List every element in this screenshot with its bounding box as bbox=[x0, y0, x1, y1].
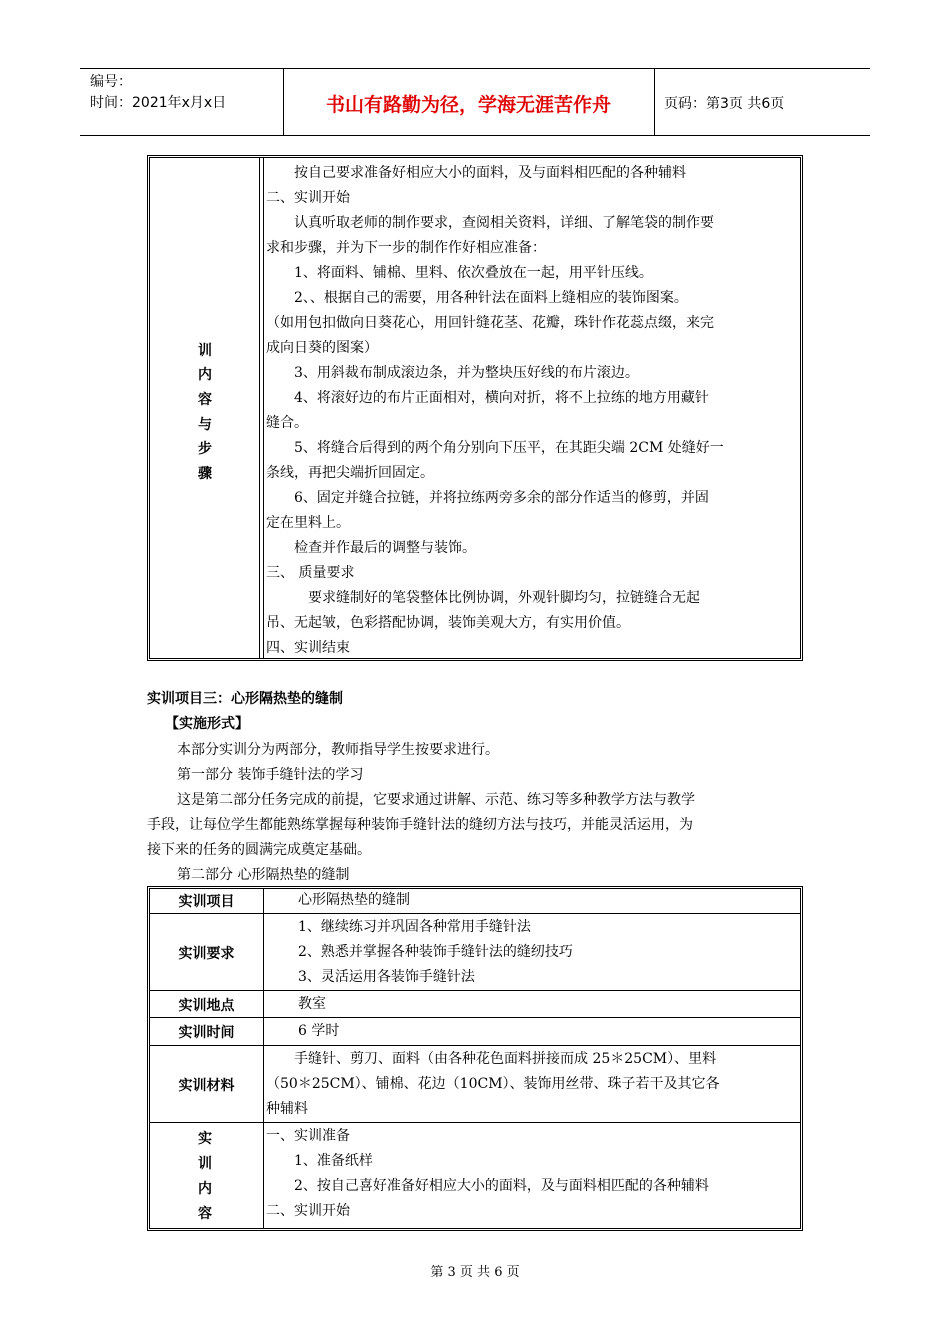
steps-line: 按自己要求准备好相应大小的面料，及与面料相匹配的各种辅料 bbox=[266, 165, 686, 181]
steps-line: 5、将缝合后得到的两个角分别向下压平，在其距尖端 2CM 处缝好一 bbox=[266, 440, 724, 456]
time-value: 6 学时 bbox=[298, 1023, 340, 1039]
steps-line: 定在里料上。 bbox=[266, 515, 350, 531]
time-label: 实训时间 bbox=[178, 1025, 235, 1041]
side-char: 内 bbox=[198, 367, 212, 383]
steps-table-divider bbox=[263, 158, 264, 658]
section-title: 实训项目三：心形隔热垫的缝制 bbox=[147, 691, 343, 707]
requirement-label: 实训要求 bbox=[178, 946, 235, 962]
section-paragraph: 接下来的任务的圆满完成奠定基础。 bbox=[147, 842, 371, 858]
side-char: 骤 bbox=[198, 466, 212, 482]
steps-line: 2、、根据自己的需要，用各种针法在面料上缝相应的装饰图案。 bbox=[266, 290, 688, 306]
row-divider bbox=[150, 913, 800, 914]
side-char: 容 bbox=[198, 392, 212, 408]
row-divider bbox=[150, 1122, 800, 1123]
steps-line: 4、将滚好边的布片正面相对，横向对折，将不上拉练的地方用藏针 bbox=[266, 390, 709, 406]
project-label: 实训项目 bbox=[178, 894, 235, 910]
steps-line: 认真听取老师的制作要求，查阅相关资料，详细、了解笔袋的制作要 bbox=[266, 215, 714, 231]
steps-line: 6、固定并缝合拉链，并将拉练两旁多余的部分作适当的修剪，并固 bbox=[266, 490, 709, 506]
material-value: 种辅料 bbox=[266, 1101, 308, 1117]
section-paragraph: 第一部分 装饰手缝针法的学习 bbox=[177, 767, 364, 783]
content-line: 1、准备纸样 bbox=[266, 1153, 373, 1169]
steps-line: 四、实训结束 bbox=[266, 640, 350, 656]
section-paragraph: 手段，让每位学生都能熟练掌握每种装饰手缝针法的缝纫方法与技巧，并能灵活运用，为 bbox=[147, 817, 693, 833]
steps-table-divider bbox=[259, 158, 260, 658]
form-heading: 【实施形式】 bbox=[165, 716, 249, 732]
requirement-value: 3、灵活运用各装饰手缝针法 bbox=[298, 969, 475, 985]
content-char: 容 bbox=[198, 1206, 212, 1222]
material-label: 实训材料 bbox=[178, 1078, 235, 1094]
header-top-rule bbox=[80, 68, 870, 69]
steps-line: 要求缝制好的笔袋整体比例协调，外观针脚均匀，拉链缝合无起 bbox=[266, 590, 700, 606]
steps-line: 吊、无起皱，色彩搭配协调，装饰美观大方，有实用价值。 bbox=[266, 615, 630, 631]
content-line: 2、按自己喜好准备好相应大小的面料，及与面料相匹配的各种辅料 bbox=[266, 1178, 709, 1194]
steps-line: 求和步骤，并为下一步的制作作好相应准备： bbox=[266, 240, 546, 256]
content-line: 一、实训准备 bbox=[266, 1128, 350, 1144]
content-line: 二、实训开始 bbox=[266, 1203, 350, 1219]
header-page-label: 页码：第3页 共6页 bbox=[664, 96, 785, 112]
steps-line: （如用包扣做向日葵花心，用回针缝花茎、花瓣，珠针作花蕊点缀，来完 bbox=[266, 315, 714, 331]
place-value: 教室 bbox=[298, 996, 326, 1012]
content-char: 内 bbox=[198, 1181, 212, 1197]
side-char: 训 bbox=[198, 343, 212, 359]
section-paragraph: 本部分实训分为两部分，教师指导学生按要求进行。 bbox=[177, 742, 499, 758]
material-value: （50＊25CM）、铺棉、花边（10CM）、装饰用丝带、珠子若干及其它各 bbox=[266, 1076, 720, 1092]
header-bottom-rule bbox=[80, 135, 870, 136]
steps-line: 检查并作最后的调整与装饰。 bbox=[266, 540, 476, 556]
requirement-value: 2、熟悉并掌握各种装饰手缝针法的缝纫技巧 bbox=[298, 944, 573, 960]
page-footer: 第 3 页 共 6 页 bbox=[430, 1265, 520, 1280]
row-divider bbox=[150, 1045, 800, 1046]
time-label: 时间：2021年x月x日 bbox=[90, 95, 227, 111]
steps-line: 成向日葵的图案） bbox=[266, 340, 378, 356]
steps-line: 3、用斜裁布制成滚边条，并为整块压好线的布片滚边。 bbox=[266, 365, 639, 381]
steps-line: 三、 质量要求 bbox=[266, 565, 355, 581]
steps-line: 1、将面料、铺棉、里料、依次叠放在一起，用平针压线。 bbox=[266, 265, 653, 281]
side-char: 与 bbox=[198, 417, 212, 433]
training-table-divider bbox=[263, 889, 264, 1228]
requirement-value: 1、继续练习并巩固各种常用手缝针法 bbox=[298, 919, 531, 935]
row-divider bbox=[150, 1017, 800, 1018]
header-motto: 书山有路勤为径，学海无涯苦作舟 bbox=[325, 94, 611, 116]
steps-line: 二、实训开始 bbox=[266, 190, 350, 206]
material-value: 手缝针、剪刀、面料（由各种花色面料拼接而成 25＊25CM）、里料 bbox=[266, 1051, 717, 1067]
steps-line: 条线，再把尖端折回固定。 bbox=[266, 465, 434, 481]
header-meta bbox=[90, 72, 226, 114]
place-label: 实训地点 bbox=[178, 998, 235, 1014]
header-divider bbox=[654, 68, 655, 135]
content-char: 实 bbox=[198, 1131, 212, 1147]
project-value: 心形隔热垫的缝制 bbox=[298, 892, 410, 908]
row-divider bbox=[150, 990, 800, 991]
section-paragraph: 第二部分 心形隔热垫的缝制 bbox=[177, 867, 350, 883]
side-char: 步 bbox=[198, 441, 212, 457]
content-char: 训 bbox=[198, 1156, 212, 1172]
section-paragraph: 这是第二部分任务完成的前提，它要求通过讲解、示范、练习等多种教学方法与教学 bbox=[177, 792, 695, 808]
code-label: 编号： bbox=[90, 74, 132, 90]
steps-line: 缝合。 bbox=[266, 415, 308, 431]
